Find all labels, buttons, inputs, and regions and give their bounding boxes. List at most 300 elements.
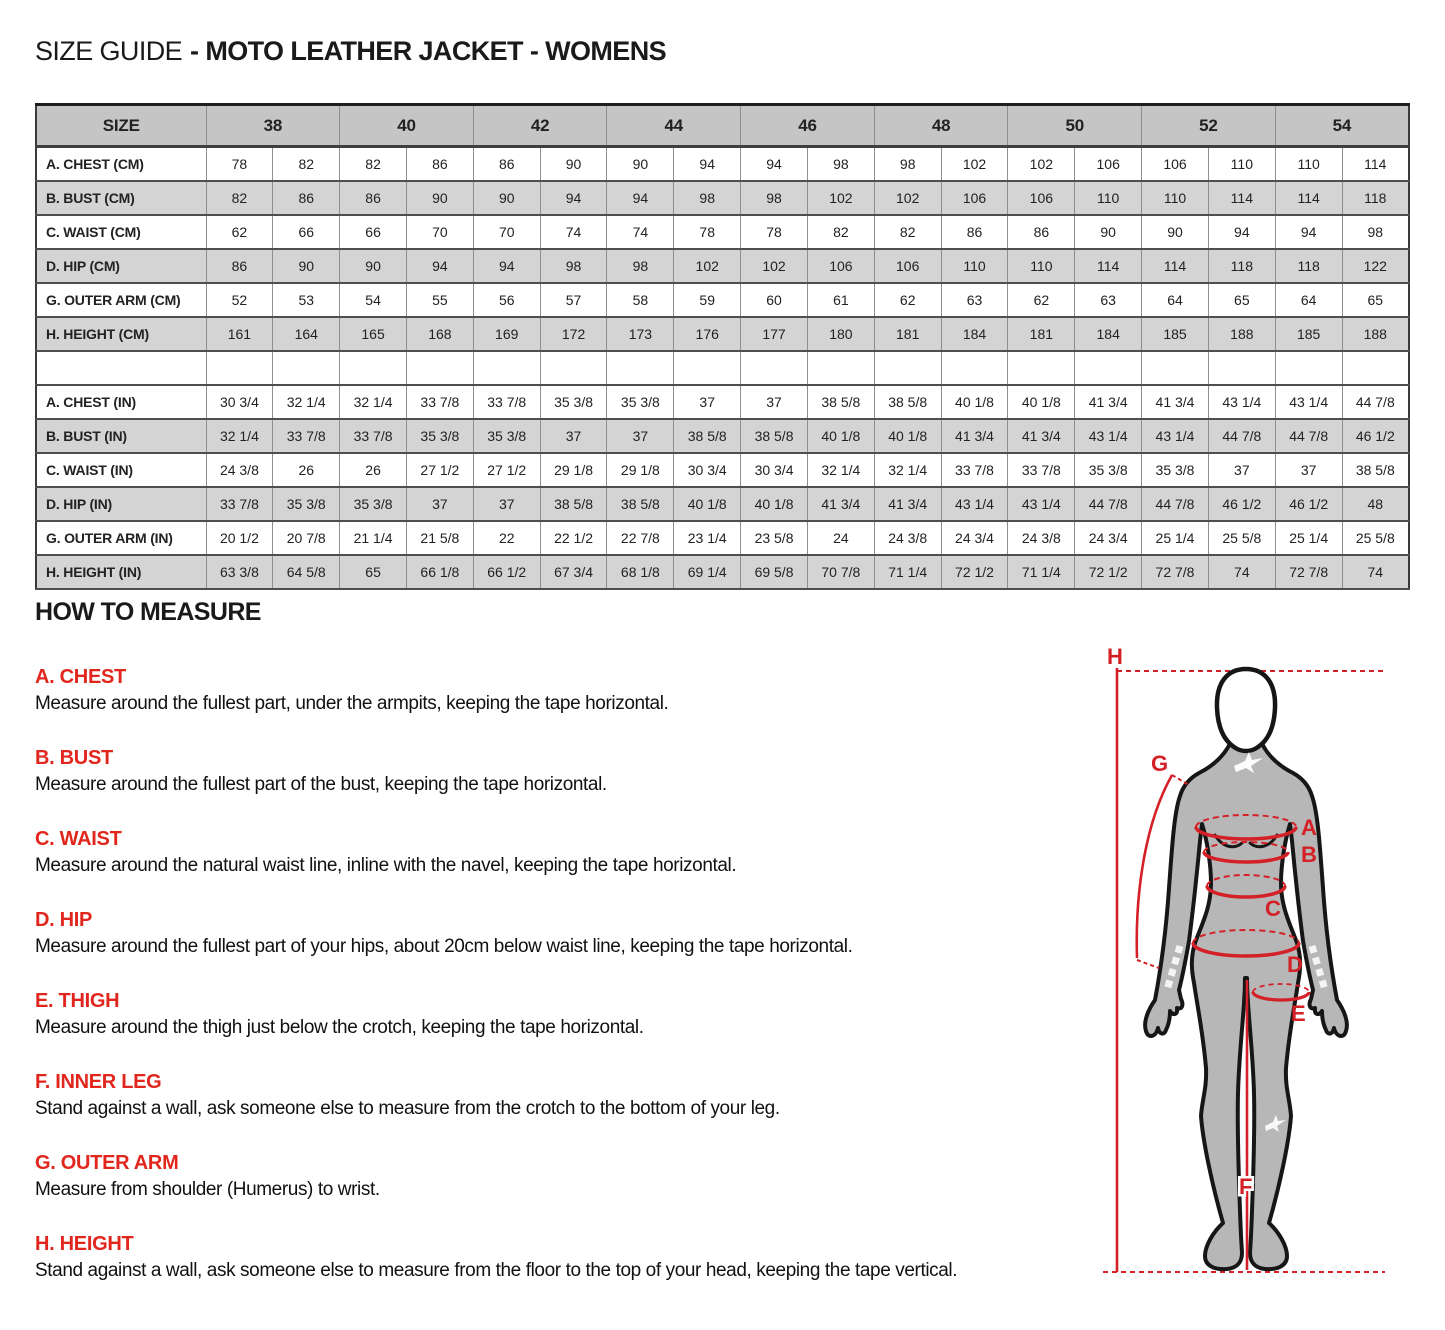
size-col-header: 38 [206, 105, 340, 147]
size-value-cell: 102 [874, 181, 941, 215]
size-value-cell: 71 1/4 [874, 555, 941, 589]
size-value-cell: 35 3/8 [1075, 453, 1142, 487]
separator-cell [406, 351, 473, 385]
size-value-cell: 86 [941, 215, 1008, 249]
size-value-cell: 32 1/4 [874, 453, 941, 487]
size-value-cell: 37 [741, 385, 808, 419]
row-label: C. WAIST (CM) [36, 215, 206, 249]
size-value-cell: 38 5/8 [540, 487, 607, 521]
size-value-cell: 41 3/4 [1008, 419, 1075, 453]
separator-cell [607, 351, 674, 385]
size-value-cell: 70 [473, 215, 540, 249]
size-value-cell: 46 1/2 [1275, 487, 1342, 521]
size-value-cell: 38 5/8 [1342, 453, 1409, 487]
size-value-cell: 82 [206, 181, 273, 215]
row-label: B. BUST (IN) [36, 419, 206, 453]
size-value-cell: 23 5/8 [741, 521, 808, 555]
size-value-cell: 35 3/8 [607, 385, 674, 419]
figure-label-d: D [1287, 952, 1303, 977]
size-value-cell: 102 [941, 147, 1008, 181]
size-value-cell: 27 1/2 [406, 453, 473, 487]
size-value-cell: 46 1/2 [1342, 419, 1409, 453]
size-value-cell: 69 5/8 [741, 555, 808, 589]
size-value-cell: 90 [540, 147, 607, 181]
size-value-cell: 86 [1008, 215, 1075, 249]
size-value-cell: 86 [473, 147, 540, 181]
size-value-cell: 37 [406, 487, 473, 521]
size-value-cell: 188 [1342, 317, 1409, 351]
size-value-cell: 20 7/8 [273, 521, 340, 555]
row-label: A. CHEST (CM) [36, 147, 206, 181]
size-value-cell: 106 [874, 249, 941, 283]
size-value-cell: 24 3/4 [941, 521, 1008, 555]
size-value-cell: 98 [1342, 215, 1409, 249]
measure-item [35, 990, 1095, 1042]
size-value-cell: 114 [1075, 249, 1142, 283]
size-value-cell: 35 3/8 [406, 419, 473, 453]
size-value-cell: 169 [473, 317, 540, 351]
size-value-cell: 54 [340, 283, 407, 317]
size-value-cell: 65 [1342, 283, 1409, 317]
size-value-cell: 32 1/4 [273, 385, 340, 419]
size-value-cell: 40 1/8 [807, 419, 874, 453]
separator-cell [941, 351, 1008, 385]
size-value-cell: 38 5/8 [807, 385, 874, 419]
measure-item-label: A. CHEST [35, 666, 126, 688]
table-row [36, 249, 1409, 283]
table-row [36, 147, 1409, 181]
size-value-cell: 74 [540, 215, 607, 249]
measure-item-label: D. HIP [35, 909, 93, 931]
size-value-cell: 98 [540, 249, 607, 283]
size-value-cell: 60 [741, 283, 808, 317]
size-value-cell: 94 [406, 249, 473, 283]
table-row [36, 181, 1409, 215]
size-value-cell: 35 3/8 [340, 487, 407, 521]
size-value-cell: 24 3/8 [206, 453, 273, 487]
size-value-cell: 118 [1275, 249, 1342, 283]
table-row [36, 419, 1409, 453]
size-value-cell: 94 [607, 181, 674, 215]
size-value-cell: 35 3/8 [473, 419, 540, 453]
size-value-cell: 66 [273, 215, 340, 249]
how-to-measure-heading: HOW TO MEASURE [35, 598, 261, 626]
size-value-cell: 168 [406, 317, 473, 351]
size-value-cell: 114 [1275, 181, 1342, 215]
size-value-cell: 165 [340, 317, 407, 351]
size-value-cell: 90 [406, 181, 473, 215]
row-label: G. OUTER ARM (CM) [36, 283, 206, 317]
size-value-cell: 33 7/8 [340, 419, 407, 453]
size-value-cell: 78 [741, 215, 808, 249]
size-value-cell: 94 [473, 249, 540, 283]
size-value-cell: 63 [1075, 283, 1142, 317]
outer-arm-dashed-top [1172, 775, 1189, 785]
measure-item-text: Stand against a wall, ask someone else to measure from the floor to the top of your head, keeping the tape vertical. [35, 1260, 958, 1281]
size-value-cell: 35 3/8 [540, 385, 607, 419]
size-value-cell: 56 [473, 283, 540, 317]
size-value-cell: 106 [1075, 147, 1142, 181]
row-label: H. HEIGHT (CM) [36, 317, 206, 351]
row-label: D. HIP (IN) [36, 487, 206, 521]
size-value-cell: 66 [340, 215, 407, 249]
size-value-cell: 23 1/4 [674, 521, 741, 555]
measure-item-text: Measure around the fullest part of the bust, keeping the tape horizontal. [35, 774, 607, 795]
size-value-cell: 94 [674, 147, 741, 181]
size-value-cell: 72 1/2 [1075, 555, 1142, 589]
row-label: B. BUST (CM) [36, 181, 206, 215]
measure-item [35, 1152, 1095, 1204]
size-value-cell: 114 [1208, 181, 1275, 215]
size-value-cell: 82 [340, 147, 407, 181]
body-diagram-image [1095, 638, 1445, 1325]
size-value-cell: 40 1/8 [741, 487, 808, 521]
size-value-cell: 188 [1208, 317, 1275, 351]
size-value-cell: 68 1/8 [607, 555, 674, 589]
size-value-cell: 37 [674, 385, 741, 419]
size-header-row [36, 105, 1409, 147]
page-title-regular: SIZE GUIDE [35, 36, 183, 66]
measure-item-label: C. WAIST [35, 828, 122, 850]
size-value-cell: 98 [807, 147, 874, 181]
size-value-cell: 86 [206, 249, 273, 283]
size-value-cell: 41 3/4 [1075, 385, 1142, 419]
size-value-cell: 74 [1342, 555, 1409, 589]
figure-label-b: B [1301, 842, 1317, 867]
head-outline [1217, 669, 1275, 751]
measure-item [35, 828, 1095, 880]
size-value-cell: 110 [1142, 181, 1209, 215]
measure-item [35, 909, 1095, 961]
size-value-cell: 90 [473, 181, 540, 215]
size-table-body [36, 147, 1409, 589]
measure-item [35, 1071, 1095, 1123]
size-value-cell: 64 [1275, 283, 1342, 317]
separator-cell [1342, 351, 1409, 385]
table-row [36, 487, 1409, 521]
size-value-cell: 70 7/8 [807, 555, 874, 589]
size-value-cell: 102 [807, 181, 874, 215]
measure-item-label: H. HEIGHT [35, 1233, 134, 1255]
size-value-cell: 58 [607, 283, 674, 317]
size-value-cell: 33 7/8 [941, 453, 1008, 487]
separator-cell [674, 351, 741, 385]
row-label: A. CHEST (IN) [36, 385, 206, 419]
row-label: C. WAIST (IN) [36, 453, 206, 487]
separator-cell [1008, 351, 1075, 385]
size-value-cell: 94 [1208, 215, 1275, 249]
figure-label-a: A [1301, 815, 1317, 840]
size-value-cell: 71 1/4 [1008, 555, 1075, 589]
size-value-cell: 25 5/8 [1342, 521, 1409, 555]
size-value-cell: 177 [741, 317, 808, 351]
size-value-cell: 37 [1275, 453, 1342, 487]
size-value-cell: 27 1/2 [473, 453, 540, 487]
size-value-cell: 90 [340, 249, 407, 283]
size-value-cell: 25 1/4 [1142, 521, 1209, 555]
size-value-cell: 184 [941, 317, 1008, 351]
size-value-cell: 161 [206, 317, 273, 351]
size-value-cell: 94 [1275, 215, 1342, 249]
size-value-cell: 176 [674, 317, 741, 351]
measure-item [35, 747, 1095, 799]
separator-cell [1275, 351, 1342, 385]
separator-cell [36, 351, 206, 385]
size-value-cell: 98 [874, 147, 941, 181]
measure-item-label: B. BUST [35, 747, 113, 769]
measure-item-text: Measure around the natural waist line, inline with the navel, keeping the tape horizontal. [35, 855, 737, 876]
size-value-cell: 78 [674, 215, 741, 249]
size-value-cell: 67 3/4 [540, 555, 607, 589]
size-value-cell: 20 1/2 [206, 521, 273, 555]
size-value-cell: 57 [540, 283, 607, 317]
size-value-cell: 173 [607, 317, 674, 351]
size-value-cell: 94 [540, 181, 607, 215]
size-value-cell: 66 1/2 [473, 555, 540, 589]
size-value-cell: 110 [1275, 147, 1342, 181]
size-col-header: 46 [741, 105, 875, 147]
figure-label-h: H [1107, 644, 1123, 669]
size-value-cell: 90 [1075, 215, 1142, 249]
size-value-cell: 72 1/2 [941, 555, 1008, 589]
size-value-cell: 78 [206, 147, 273, 181]
measure-item-text: Measure around the fullest part, under the armpits, keeping the tape horizontal. [35, 693, 669, 714]
size-value-cell: 30 3/4 [206, 385, 273, 419]
size-value-cell: 106 [1142, 147, 1209, 181]
size-value-cell: 74 [1208, 555, 1275, 589]
size-col-header: 44 [607, 105, 741, 147]
size-col-header: 48 [874, 105, 1008, 147]
size-value-cell: 43 1/4 [1208, 385, 1275, 419]
size-value-cell: 185 [1142, 317, 1209, 351]
size-value-cell: 86 [406, 147, 473, 181]
size-value-cell: 64 [1142, 283, 1209, 317]
size-value-cell: 26 [273, 453, 340, 487]
size-value-cell: 41 3/4 [874, 487, 941, 521]
size-value-cell: 66 1/8 [406, 555, 473, 589]
size-value-cell: 110 [1075, 181, 1142, 215]
size-value-cell: 44 7/8 [1342, 385, 1409, 419]
row-label: H. HEIGHT (IN) [36, 555, 206, 589]
size-value-cell: 72 7/8 [1275, 555, 1342, 589]
size-value-cell: 41 3/4 [941, 419, 1008, 453]
size-col-header: 52 [1142, 105, 1276, 147]
size-value-cell: 43 1/4 [941, 487, 1008, 521]
size-value-cell: 30 3/4 [741, 453, 808, 487]
size-value-cell: 33 7/8 [273, 419, 340, 453]
size-value-cell: 24 3/8 [874, 521, 941, 555]
separator-cell [741, 351, 808, 385]
measure-item-text: Measure around the fullest part of your hips, about 20cm below waist line, keeping the tape horizontal. [35, 936, 853, 957]
size-value-cell: 102 [674, 249, 741, 283]
size-value-cell: 181 [1008, 317, 1075, 351]
size-value-cell: 172 [540, 317, 607, 351]
size-value-cell: 25 5/8 [1208, 521, 1275, 555]
page-title-bold: - MOTO LEATHER JACKET - WOMENS [190, 36, 667, 66]
size-value-cell: 118 [1208, 249, 1275, 283]
row-label: D. HIP (CM) [36, 249, 206, 283]
size-value-cell: 35 3/8 [273, 487, 340, 521]
size-value-cell: 40 1/8 [874, 419, 941, 453]
size-value-cell: 29 1/8 [540, 453, 607, 487]
table-row [36, 385, 1409, 419]
size-value-cell: 98 [607, 249, 674, 283]
how-to-measure-section [35, 598, 1095, 1314]
figure-label-c: C [1265, 896, 1281, 921]
size-value-cell: 90 [1142, 215, 1209, 249]
size-value-cell: 30 3/4 [674, 453, 741, 487]
row-label: G. OUTER ARM (IN) [36, 521, 206, 555]
size-value-cell: 32 1/4 [340, 385, 407, 419]
size-value-cell: 35 3/8 [1142, 453, 1209, 487]
separator-cell [1208, 351, 1275, 385]
size-table-header [36, 105, 1409, 147]
measure-item [35, 1233, 1095, 1285]
measure-item-text: Measure from shoulder (Humerus) to wrist. [35, 1179, 380, 1200]
size-value-cell: 106 [807, 249, 874, 283]
measure-item [35, 666, 1095, 718]
separator-cell [1142, 351, 1209, 385]
size-value-cell: 41 3/4 [807, 487, 874, 521]
size-value-cell: 65 [340, 555, 407, 589]
measure-item-text: Measure around the thigh just below the crotch, keeping the tape horizontal. [35, 1017, 644, 1038]
size-col-header: 50 [1008, 105, 1142, 147]
size-value-cell: 62 [874, 283, 941, 317]
figure-label-f: F [1239, 1174, 1253, 1199]
size-col-header: 54 [1275, 105, 1409, 147]
size-value-cell: 110 [1008, 249, 1075, 283]
size-value-cell: 63 [941, 283, 1008, 317]
size-value-cell: 82 [874, 215, 941, 249]
size-col-header: 42 [473, 105, 607, 147]
size-value-cell: 40 1/8 [674, 487, 741, 521]
measure-item-label: F. INNER LEG [35, 1071, 162, 1093]
size-header-label: SIZE [36, 105, 206, 147]
size-value-cell: 69 1/4 [674, 555, 741, 589]
size-value-cell: 41 3/4 [1142, 385, 1209, 419]
size-value-cell: 37 [607, 419, 674, 453]
table-row [36, 283, 1409, 317]
size-value-cell: 33 7/8 [406, 385, 473, 419]
size-value-cell: 24 3/8 [1008, 521, 1075, 555]
size-value-cell: 38 5/8 [874, 385, 941, 419]
size-value-cell: 110 [1208, 147, 1275, 181]
size-value-cell: 110 [941, 249, 1008, 283]
size-value-cell: 181 [874, 317, 941, 351]
size-col-header: 40 [340, 105, 474, 147]
size-value-cell: 185 [1275, 317, 1342, 351]
size-value-cell: 44 7/8 [1142, 487, 1209, 521]
size-value-cell: 44 7/8 [1075, 487, 1142, 521]
size-value-cell: 22 7/8 [607, 521, 674, 555]
separator-cell [874, 351, 941, 385]
size-value-cell: 72 7/8 [1142, 555, 1209, 589]
size-value-cell: 180 [807, 317, 874, 351]
size-value-cell: 40 1/8 [1008, 385, 1075, 419]
table-row [36, 215, 1409, 249]
size-value-cell: 62 [206, 215, 273, 249]
figure-label-e: E [1291, 1001, 1306, 1026]
figure-label-g: G [1151, 751, 1169, 776]
size-value-cell: 53 [273, 283, 340, 317]
size-value-cell: 33 7/8 [1008, 453, 1075, 487]
size-value-cell: 164 [273, 317, 340, 351]
size-value-cell: 55 [406, 283, 473, 317]
size-value-cell: 29 1/8 [607, 453, 674, 487]
measure-item-label: E. THIGH [35, 990, 120, 1012]
size-value-cell: 32 1/4 [206, 419, 273, 453]
measure-item-text: Stand against a wall, ask someone else to measure from the crotch to the bottom of your leg. [35, 1098, 780, 1119]
size-value-cell: 37 [473, 487, 540, 521]
separator-cell [540, 351, 607, 385]
size-value-cell: 74 [607, 215, 674, 249]
size-value-cell: 37 [1208, 453, 1275, 487]
table-row [36, 317, 1409, 351]
size-value-cell: 114 [1142, 249, 1209, 283]
size-value-cell: 48 [1342, 487, 1409, 521]
size-value-cell: 43 1/4 [1142, 419, 1209, 453]
measure-list [35, 666, 1095, 1285]
size-value-cell: 43 1/4 [1075, 419, 1142, 453]
page-title [35, 36, 666, 67]
size-value-cell: 86 [273, 181, 340, 215]
size-table [35, 103, 1410, 590]
separator-cell [1075, 351, 1142, 385]
separator-cell [340, 351, 407, 385]
table-row [36, 521, 1409, 555]
size-value-cell: 94 [741, 147, 808, 181]
separator-cell [473, 351, 540, 385]
size-value-cell: 44 7/8 [1275, 419, 1342, 453]
measurement-figure [1095, 638, 1445, 1325]
size-value-cell: 40 1/8 [941, 385, 1008, 419]
size-value-cell: 65 [1208, 283, 1275, 317]
size-value-cell: 106 [1008, 181, 1075, 215]
size-value-cell: 102 [1008, 147, 1075, 181]
size-value-cell: 90 [607, 147, 674, 181]
size-value-cell: 22 1/2 [540, 521, 607, 555]
separator-cell [807, 351, 874, 385]
size-value-cell: 37 [540, 419, 607, 453]
measure-item-label: G. OUTER ARM [35, 1152, 179, 1174]
separator-cell [206, 351, 273, 385]
size-value-cell: 64 5/8 [273, 555, 340, 589]
size-value-cell: 38 5/8 [741, 419, 808, 453]
size-value-cell: 21 1/4 [340, 521, 407, 555]
size-value-cell: 25 1/4 [1275, 521, 1342, 555]
size-value-cell: 122 [1342, 249, 1409, 283]
size-value-cell: 59 [674, 283, 741, 317]
size-value-cell: 86 [340, 181, 407, 215]
table-row [36, 555, 1409, 589]
size-value-cell: 82 [807, 215, 874, 249]
size-value-cell: 114 [1342, 147, 1409, 181]
size-value-cell: 98 [741, 181, 808, 215]
size-value-cell: 24 3/4 [1075, 521, 1142, 555]
size-value-cell: 38 5/8 [674, 419, 741, 453]
size-value-cell: 70 [406, 215, 473, 249]
outer-arm-dashed-bottom [1137, 960, 1159, 968]
size-value-cell: 26 [340, 453, 407, 487]
size-value-cell: 24 [807, 521, 874, 555]
size-value-cell: 106 [941, 181, 1008, 215]
size-value-cell: 52 [206, 283, 273, 317]
size-value-cell: 102 [741, 249, 808, 283]
size-value-cell: 32 1/4 [807, 453, 874, 487]
size-value-cell: 184 [1075, 317, 1142, 351]
size-value-cell: 43 1/4 [1275, 385, 1342, 419]
size-value-cell: 118 [1342, 181, 1409, 215]
